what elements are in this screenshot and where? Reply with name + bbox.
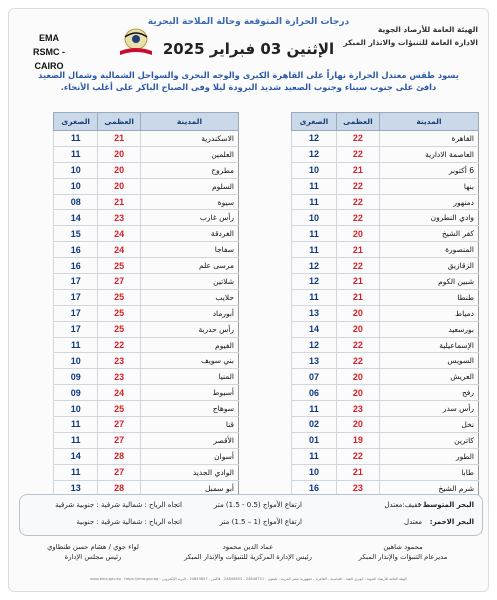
min-temp-cell: 13 — [292, 353, 337, 369]
city-cell: السويس — [379, 353, 478, 369]
max-temp-cell: 21 — [336, 289, 379, 305]
min-temp-cell: 12 — [292, 337, 337, 353]
max-temp-cell: 22 — [336, 210, 379, 226]
table-row — [292, 401, 479, 417]
table-row — [292, 226, 479, 242]
city-cell: الوادي الجديد — [140, 464, 238, 480]
max-temp-cell: 25 — [98, 289, 141, 305]
max-temp-cell: 25 — [98, 305, 141, 321]
city-cell: وادي النطرون — [379, 210, 478, 226]
min-temp-cell: 11 — [54, 146, 98, 162]
min-temp-cell: 08 — [54, 194, 98, 210]
min-temp-cell: 09 — [54, 369, 98, 385]
min-temp-cell: 12 — [292, 131, 337, 147]
table-row — [292, 432, 479, 448]
city-header: المدينة — [379, 113, 478, 131]
left-city-table — [53, 112, 239, 496]
sea-conditions-box — [19, 494, 483, 536]
city-cell: الاسكندرية — [140, 131, 238, 147]
table-row — [54, 464, 239, 480]
table-row — [292, 178, 479, 194]
wave-height: ارتفاع الأمواج (1 – 1.5) متر — [219, 518, 302, 526]
signature-name: لواء جوي / هشام حسن طنطاوي — [47, 543, 139, 551]
table-row — [292, 321, 479, 337]
max-temp-cell: 24 — [98, 385, 141, 401]
city-cell: رأس حدربة — [140, 321, 238, 337]
min-temp-cell: 11 — [292, 289, 337, 305]
org-name-line2: الادارة العامة للتنبؤات والانذار المبكر — [343, 38, 478, 47]
max-temp-cell: 22 — [98, 337, 141, 353]
table-row — [54, 194, 239, 210]
city-cell: بورسعيد — [379, 321, 478, 337]
min-temp-cell: 15 — [54, 226, 98, 242]
max-temp-cell: 19 — [336, 432, 379, 448]
table-row — [54, 417, 239, 433]
min-temp-cell: 10 — [292, 464, 337, 480]
max-header: العظمى — [98, 113, 141, 131]
city-cell: الطور — [379, 448, 478, 464]
city-cell: شلاتين — [140, 274, 238, 290]
signature-chairman — [18, 542, 168, 562]
max-temp-cell: 28 — [98, 480, 141, 496]
city-cell: سيوة — [140, 194, 238, 210]
min-header: الصغرى — [54, 113, 98, 131]
city-cell: حلايب — [140, 289, 238, 305]
city-cell: رأس غارب — [140, 210, 238, 226]
table-row — [292, 289, 479, 305]
city-cell: سوهاج — [140, 401, 238, 417]
min-temp-cell: 10 — [292, 210, 337, 226]
signature-title: مديرعام التنبؤات والإنذار المبكر — [358, 553, 448, 561]
min-temp-cell: 11 — [54, 432, 98, 448]
city-cell: الإسماعيلية — [379, 337, 478, 353]
city-cell: كفر الشيخ — [379, 226, 478, 242]
max-temp-cell: 25 — [98, 321, 141, 337]
table-row — [54, 337, 239, 353]
table-row — [54, 210, 239, 226]
sea-row-mediterranean — [20, 501, 482, 519]
min-temp-cell: 17 — [54, 274, 98, 290]
max-header: العظمى — [336, 113, 379, 131]
max-temp-cell: 20 — [336, 417, 379, 433]
left-table-body — [54, 131, 239, 496]
min-temp-cell: 10 — [54, 401, 98, 417]
table-row — [54, 258, 239, 274]
city-cell: الأقصر — [140, 432, 238, 448]
max-temp-cell: 22 — [336, 337, 379, 353]
table-row — [54, 432, 239, 448]
max-temp-cell: 20 — [336, 321, 379, 337]
table-row — [292, 369, 479, 385]
max-temp-cell: 23 — [336, 401, 379, 417]
table-row — [292, 464, 479, 480]
signature-name: محمود شاهين — [383, 543, 423, 551]
table-row — [54, 178, 239, 194]
city-cell: بني سويف — [140, 353, 238, 369]
table-row — [54, 321, 239, 337]
signature-central-admin — [173, 542, 323, 562]
min-temp-cell: 17 — [54, 305, 98, 321]
min-temp-cell: 09 — [54, 385, 98, 401]
footer-contact: الهيئة العامة للأرصاد الجوية - كوبري القبة - العباسية - القاهرة - جمهورية مصر العربية - تليفون : 24846751 - 24849853 - فاكس : 24849857 - البريد الإلكتروني : www.ema.gov.eg - https://ema.gov.eg — [90, 577, 407, 581]
city-header: المدينة — [140, 113, 238, 131]
city-cell: دمياط — [379, 305, 478, 321]
table-row — [292, 337, 479, 353]
summary-line1: يسود طقس معتدل الحرارة نهاراً على القاهرة الكبرى والوجه البحرى والسواحل الشمالية وشمال الصعيد — [38, 70, 459, 80]
max-temp-cell: 23 — [98, 369, 141, 385]
max-temp-cell: 25 — [98, 401, 141, 417]
city-cell: بنها — [379, 178, 478, 194]
max-temp-cell: 21 — [98, 131, 141, 147]
max-temp-cell: 24 — [98, 242, 141, 258]
min-temp-cell: 10 — [54, 178, 98, 194]
max-temp-cell: 22 — [336, 194, 379, 210]
city-cell: قنا — [140, 417, 238, 433]
table-row — [292, 417, 479, 433]
max-temp-cell: 20 — [336, 305, 379, 321]
table-row — [54, 305, 239, 321]
table-row — [54, 162, 239, 178]
right-city-table — [291, 112, 479, 496]
city-cell: القاهرة — [379, 131, 478, 147]
table-row — [292, 448, 479, 464]
table-row — [292, 194, 479, 210]
max-temp-cell: 24 — [98, 226, 141, 242]
org-abbrev-line2: RSMC - CAIRO — [33, 47, 65, 71]
min-temp-cell: 13 — [54, 480, 98, 496]
min-temp-cell: 11 — [54, 131, 98, 147]
max-temp-cell: 21 — [336, 464, 379, 480]
max-temp-cell: 21 — [336, 162, 379, 178]
max-temp-cell: 21 — [336, 274, 379, 290]
max-temp-cell: 21 — [98, 194, 141, 210]
max-temp-cell: 22 — [336, 448, 379, 464]
min-temp-cell: 11 — [54, 417, 98, 433]
min-temp-cell: 14 — [292, 321, 337, 337]
table-row — [54, 146, 239, 162]
min-header: الصغرى — [292, 113, 337, 131]
signature-title: رئيس مجلس الإدارة — [64, 553, 122, 561]
city-cell: شبين الكوم — [379, 274, 478, 290]
city-cell: المنيا — [140, 369, 238, 385]
min-temp-cell: 10 — [54, 162, 98, 178]
min-temp-cell: 14 — [54, 210, 98, 226]
city-cell: المنصورة — [379, 242, 478, 258]
max-temp-cell: 22 — [336, 146, 379, 162]
min-temp-cell: 16 — [54, 242, 98, 258]
wind-direction: اتجاه الرياح : شمالية شرقية : جنوبية — [76, 518, 182, 526]
min-temp-cell: 11 — [292, 448, 337, 464]
max-temp-cell: 22 — [336, 178, 379, 194]
max-temp-cell: 20 — [336, 226, 379, 242]
wave-height: ارتفاع الأمواج (0.5 - 1.5) متر — [213, 501, 302, 509]
max-temp-cell: 20 — [336, 385, 379, 401]
city-cell: السلوم — [140, 178, 238, 194]
min-temp-cell: 07 — [292, 369, 337, 385]
city-cell: مرسى علم — [140, 258, 238, 274]
min-temp-cell: 11 — [54, 337, 98, 353]
min-temp-cell: 14 — [54, 448, 98, 464]
city-cell: طنطا — [379, 289, 478, 305]
table-row — [292, 385, 479, 401]
min-temp-cell: 02 — [292, 417, 337, 433]
forecast-sheet — [8, 8, 489, 592]
table-header-row — [54, 113, 239, 131]
min-temp-cell: 11 — [292, 226, 337, 242]
signature-title: رئيس الإدارة المركزية للتنبؤات والإنذار المبكر — [184, 553, 312, 561]
max-temp-cell: 27 — [98, 274, 141, 290]
city-cell: العلمين — [140, 146, 238, 162]
table-row — [54, 369, 239, 385]
city-cell: أسوان — [140, 448, 238, 464]
city-cell: أسيوط — [140, 385, 238, 401]
table-row — [54, 385, 239, 401]
table-row — [292, 210, 479, 226]
org-abbrev-line1: EMA — [39, 33, 59, 43]
weather-summary — [19, 69, 478, 109]
table-row — [54, 131, 239, 147]
org-name-line1: الهيئة العامة للأرصاد الجوية — [377, 25, 478, 34]
city-cell: الغردقة — [140, 226, 238, 242]
table-row — [54, 353, 239, 369]
city-cell: أبورماد — [140, 305, 238, 321]
city-cell: الفيوم — [140, 337, 238, 353]
table-row — [292, 146, 479, 162]
min-temp-cell: 11 — [292, 242, 337, 258]
max-temp-cell: 23 — [336, 480, 379, 496]
city-cell: مطروح — [140, 162, 238, 178]
city-cell: الزقازيق — [379, 258, 478, 274]
city-cell: أبو سمبل — [140, 480, 238, 496]
header — [9, 9, 488, 71]
summary-line2: دافئ على جنوب سيناء وجنوب الصعيد شديد البرودة ليلا وفى الصباح الباكر على أغلب الأنحاء. — [60, 82, 437, 92]
sea-state: معتدل — [404, 518, 422, 526]
city-cell: العاصمة الادارية — [379, 146, 478, 162]
table-row — [292, 242, 479, 258]
table-row — [292, 274, 479, 290]
signature-name: عماد الدين محمود — [222, 543, 274, 551]
sea-name: البحر المتوسط : — [417, 501, 474, 509]
max-temp-cell: 28 — [98, 448, 141, 464]
right-table-body — [292, 131, 479, 496]
min-temp-cell: 10 — [292, 162, 337, 178]
city-cell: كاترين — [379, 432, 478, 448]
max-temp-cell: 23 — [98, 353, 141, 369]
max-temp-cell: 20 — [98, 178, 141, 194]
sea-row-red-sea — [20, 518, 482, 536]
min-temp-cell: 13 — [292, 305, 337, 321]
max-temp-cell: 27 — [98, 464, 141, 480]
max-temp-cell: 27 — [98, 417, 141, 433]
forecast-date: الإثنين 03 فبراير 2025 — [162, 40, 335, 58]
min-temp-cell: 17 — [54, 321, 98, 337]
ema-logo-icon — [115, 25, 157, 59]
table-row — [54, 274, 239, 290]
city-cell: رأس سدر — [379, 401, 478, 417]
table-row — [292, 305, 479, 321]
max-temp-cell: 20 — [98, 162, 141, 178]
org-abbrev — [19, 31, 79, 73]
min-temp-cell: 12 — [292, 258, 337, 274]
sea-state: خفيف:معتدل — [384, 501, 422, 509]
min-temp-cell: 16 — [54, 258, 98, 274]
max-temp-cell: 22 — [336, 131, 379, 147]
max-temp-cell: 25 — [98, 258, 141, 274]
min-temp-cell: 12 — [292, 146, 337, 162]
org-name — [328, 23, 478, 49]
table-row — [292, 258, 479, 274]
city-cell: سفاجا — [140, 242, 238, 258]
max-temp-cell: 27 — [98, 432, 141, 448]
wind-direction: اتجاه الرياح : شمالية شرقية : جنوبية شرقية — [55, 501, 182, 509]
table-row — [54, 226, 239, 242]
city-cell: 6 أكتوبر — [379, 162, 478, 178]
min-temp-cell: 12 — [292, 274, 337, 290]
city-cell: رفح — [379, 385, 478, 401]
max-temp-cell: 20 — [336, 369, 379, 385]
table-row — [54, 242, 239, 258]
max-temp-cell: 22 — [336, 353, 379, 369]
max-temp-cell: 22 — [336, 258, 379, 274]
table-header-row — [292, 113, 479, 131]
table-row — [54, 401, 239, 417]
max-temp-cell: 21 — [336, 242, 379, 258]
min-temp-cell: 11 — [292, 401, 337, 417]
city-cell: العريش — [379, 369, 478, 385]
city-cell: نخل — [379, 417, 478, 433]
min-temp-cell: 11 — [292, 178, 337, 194]
sea-name: البحر الاحمر: — [429, 518, 474, 526]
table-row — [54, 289, 239, 305]
min-temp-cell: 16 — [292, 480, 337, 496]
page-title: درجات الحرارة المتوقعة وحالة الملاحة البحرية — [147, 17, 350, 27]
min-temp-cell: 11 — [292, 194, 337, 210]
min-temp-cell: 06 — [292, 385, 337, 401]
city-cell: شرم الشيخ — [379, 480, 478, 496]
table-row — [54, 448, 239, 464]
max-temp-cell: 23 — [98, 210, 141, 226]
min-temp-cell: 10 — [54, 353, 98, 369]
signature-forecast-director — [328, 542, 478, 562]
max-temp-cell: 20 — [98, 146, 141, 162]
min-temp-cell: 01 — [292, 432, 337, 448]
table-row — [292, 162, 479, 178]
table-row — [292, 353, 479, 369]
city-cell: دمنهور — [379, 194, 478, 210]
city-cell: طابا — [379, 464, 478, 480]
min-temp-cell: 17 — [54, 289, 98, 305]
table-row — [292, 131, 479, 147]
min-temp-cell: 11 — [54, 464, 98, 480]
